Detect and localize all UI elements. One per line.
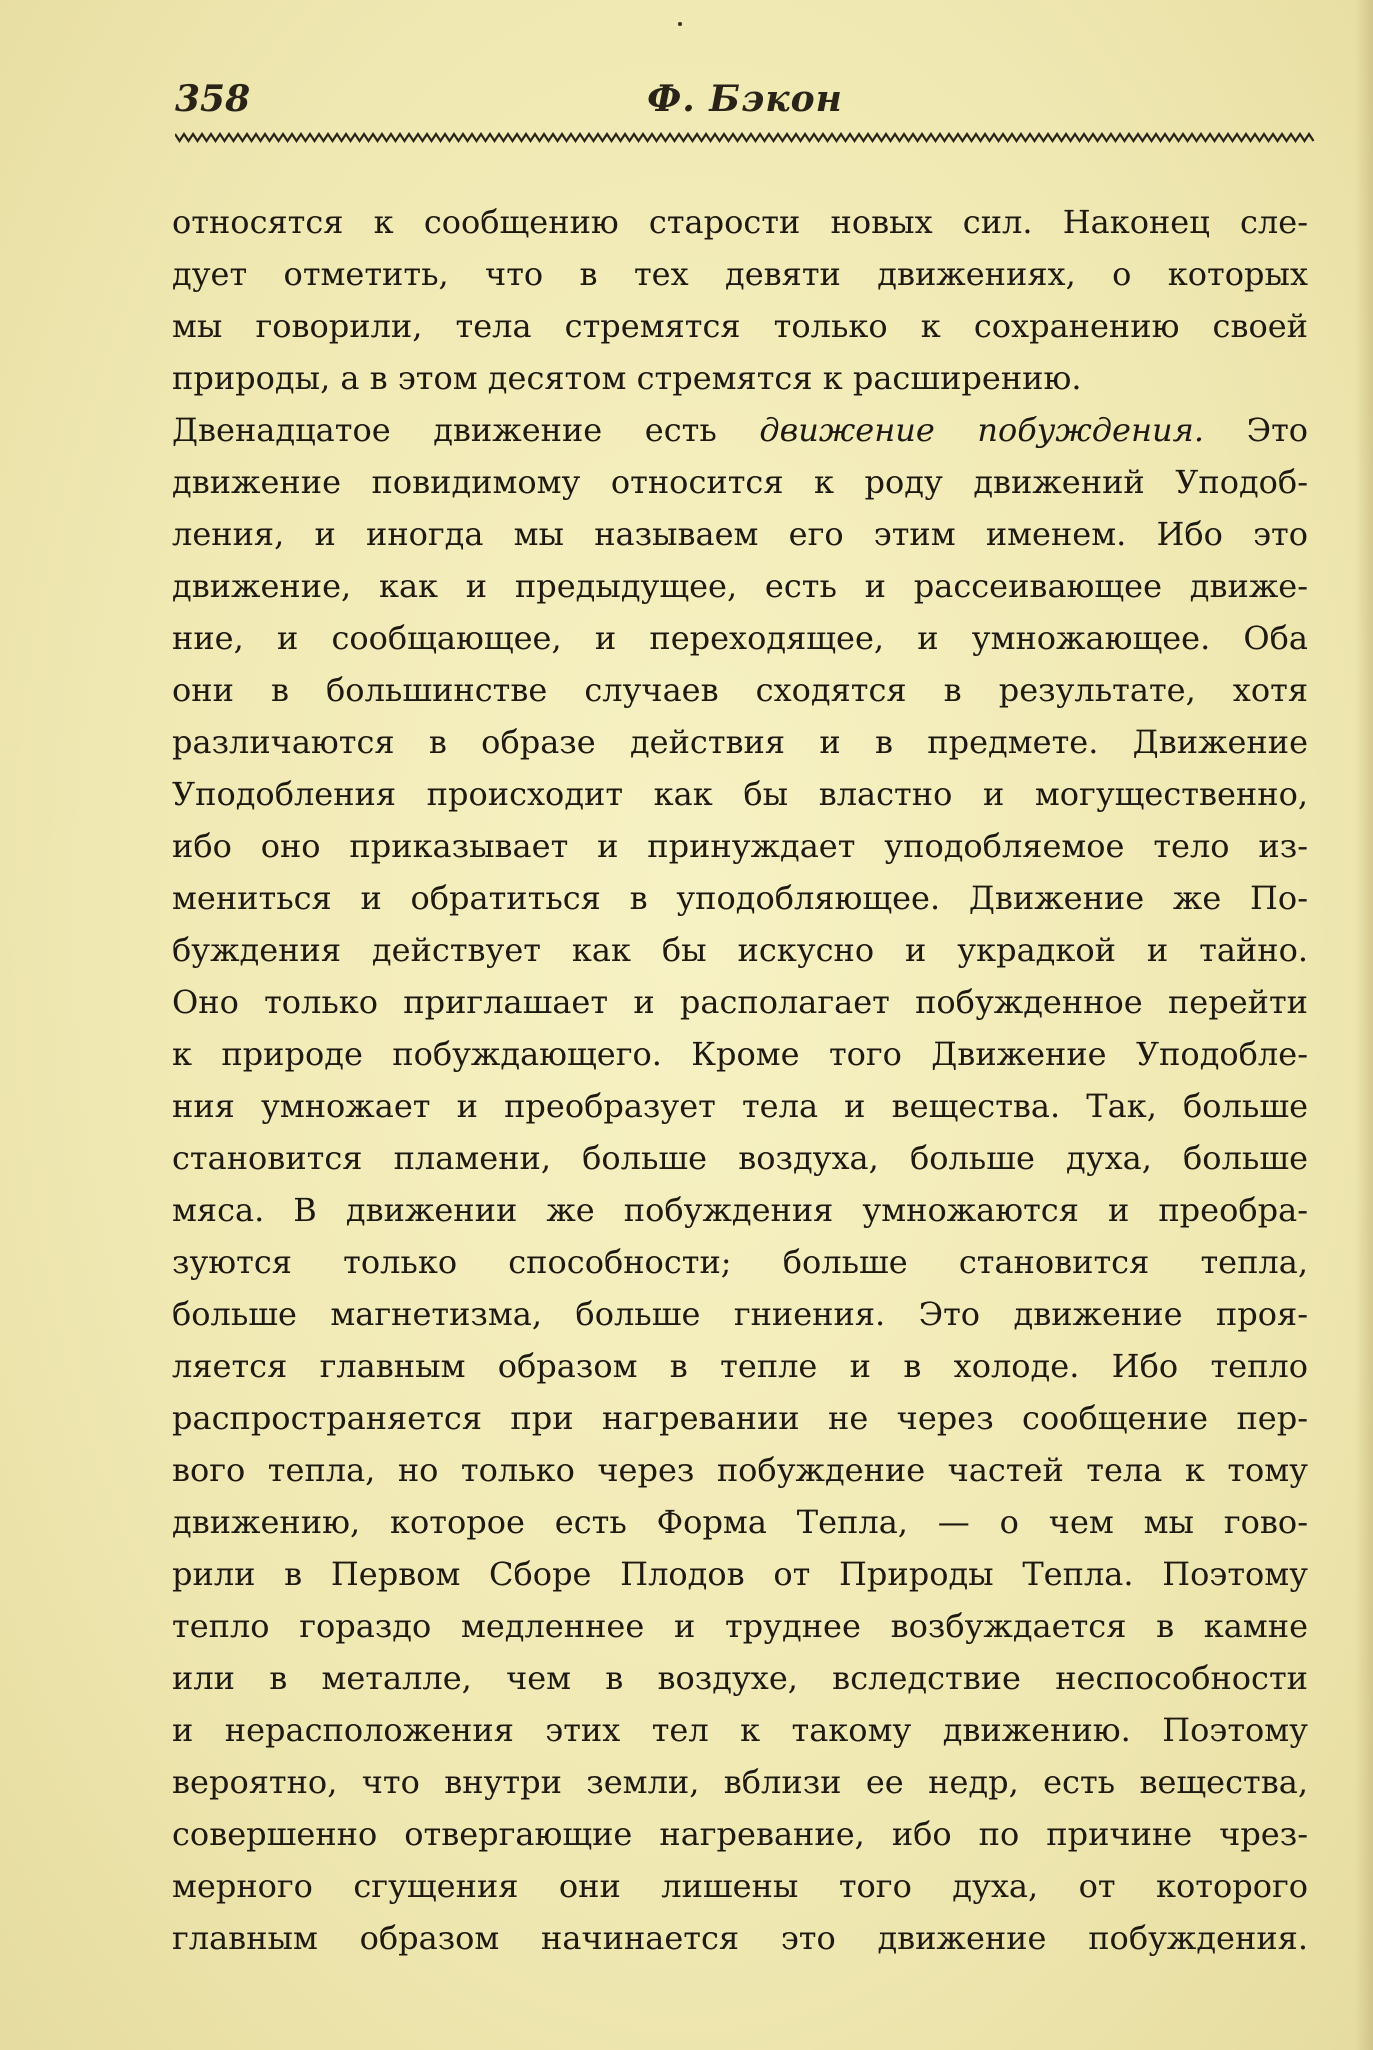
text-line: относятся к сообщению старости новых сил. Наконец сле- xyxy=(172,203,1308,241)
text-line: различаются в образе действия и в предмете. Движение xyxy=(172,723,1308,761)
text-line: тепло гораздо медленнее и труднее возбуждается в камне xyxy=(172,1607,1308,1645)
text-line: движение повидимому относится к роду движений Уподоб- xyxy=(172,463,1308,501)
text-line: зуются только способности; больше становится тепла, xyxy=(172,1243,1308,1281)
paragraph-emphasis: движение побуждения. xyxy=(759,411,1204,449)
text-line: ния умножает и преобразует тела и вещества. Так, больше xyxy=(172,1087,1308,1125)
text-line: рили в Первом Сборе Плодов от Природы Тепла. Поэтому xyxy=(172,1555,1308,1593)
paragraph-tail: Это xyxy=(1246,411,1308,449)
text-line: к природе побуждающего. Кроме того Движение Уподобле- xyxy=(172,1035,1308,1073)
text-line: Оно только приглашает и располагает побужденное перейти xyxy=(172,983,1308,1021)
text-line: буждения действует как бы искусно и украдкой и тайно. xyxy=(172,931,1308,969)
running-head: Ф. Бэкон xyxy=(647,78,843,120)
text-line: больше магнетизма, больше гниения. Это движение проя- xyxy=(172,1295,1308,1333)
text-line: главным образом начинается это движение побуждения. xyxy=(172,1919,1308,1957)
text-line: вого тепла, но только через побуждение частей тела к тому xyxy=(172,1451,1308,1489)
page-number: 358 xyxy=(175,78,251,120)
text-line: совершенно отвергающие нагревание, ибо по причине чрез- xyxy=(172,1815,1308,1853)
text-line: движение, как и предыдущее, есть и рассеивающее движе- xyxy=(172,567,1308,605)
text-line: становится пламени, больше воздуха, больше духа, больше xyxy=(172,1139,1308,1177)
text-line: или в металле, чем в воздухе, вследствие неспособности xyxy=(172,1659,1308,1697)
paragraph-lead: Двенадцатое движение есть xyxy=(172,411,717,449)
text-line: ляется главным образом в тепле и в холоде. Ибо тепло xyxy=(172,1347,1308,1385)
text-line: ибо оно приказывает и принуждает уподобляемое тело из- xyxy=(172,827,1308,865)
text-line: мениться и обратиться в уподобляющее. Движение же По- xyxy=(172,879,1308,917)
text-line: ления, и иногда мы называем его этим именем. Ибо это xyxy=(172,515,1308,553)
text-line: мерного сгущения они лишены того духа, от которого xyxy=(172,1867,1308,1905)
page-header xyxy=(175,78,1315,138)
body-text xyxy=(172,196,1308,1964)
text-line: природы, а в этом десятом стремятся к расширению. xyxy=(172,359,1082,397)
text-line: движению, которое есть Форма Тепла, — о чем мы гово- xyxy=(172,1503,1308,1541)
text-line: Уподобления происходит как бы властно и могущественно, xyxy=(172,775,1308,813)
print-speck xyxy=(678,22,682,26)
text-line: распространяется при нагревании не через сообщение пер- xyxy=(172,1399,1308,1437)
text-line: ние, и сообщающее, и переходящее, и умножающее. Оба xyxy=(172,619,1308,657)
text-line: дует отметить, что в тех девяти движениях, о которых xyxy=(172,255,1308,293)
page-spine-shadow xyxy=(1355,0,1373,2050)
text-line: вероятно, что внутри земли, вблизи ее недр, есть вещества, xyxy=(172,1763,1308,1801)
decorative-wavy-rule xyxy=(175,130,1315,144)
paragraph-start-line xyxy=(172,404,1308,456)
text-line: и нерасположения этих тел к такому движению. Поэтому xyxy=(172,1711,1308,1749)
text-line: мяса. В движении же побуждения умножаются и преобра- xyxy=(172,1191,1308,1229)
text-line: они в большинстве случаев сходятся в результате, хотя xyxy=(172,671,1308,709)
text-line: мы говорили, тела стремятся только к сохранению своей xyxy=(172,307,1308,345)
